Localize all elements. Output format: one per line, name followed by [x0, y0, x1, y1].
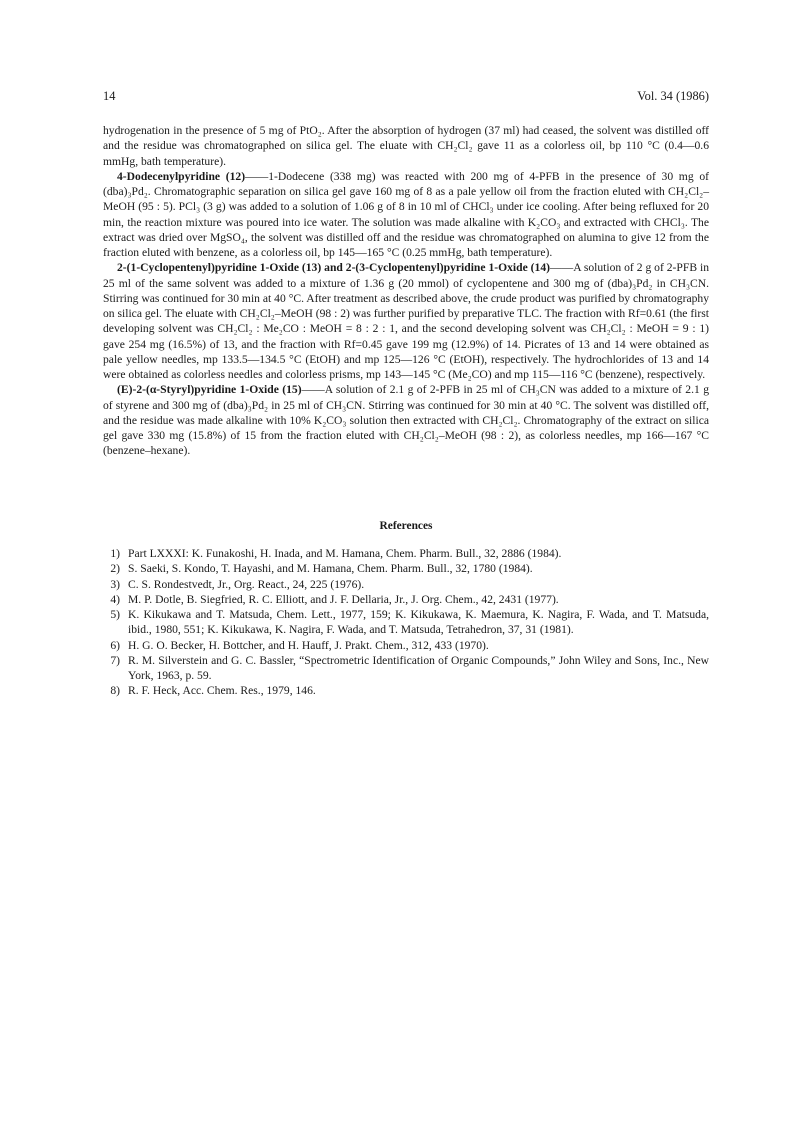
reference-number: 8)	[110, 684, 120, 698]
paragraph-text: ——A solution of 2.1 g of 2-PFB in 25 ml of CH₃CN was added to a mixture of 2.1 g of styrene and 300 mg of (dba)₃Pd₂ in 25 ml of CH₃CN. Stirring was continued for 30 min at 40 °C. The solvent was distilled off, and the residue was made alkaline with 10% K₂CO₃ solution then extracted with CH₂Cl₂. Chromatography of the extract on silica gel gave 330 mg (15.8%) of 15 from the fraction eluted with CH₂Cl₂–MeOH (98 : 2), as colorless needles, mp 166—167 °C (benzene–hexane).	[103, 383, 709, 458]
reference-item	[103, 653, 709, 684]
compound-heading: 4-Dodecenylpyridine (12)	[117, 169, 246, 183]
reference-text: S. Saeki, S. Kondo, T. Hayashi, and M. Hamana, Chem. Pharm. Bull., 32, 1780 (1984).	[128, 562, 533, 576]
reference-text: C. S. Rondestvedt, Jr., Org. React., 24, 225 (1976).	[128, 577, 365, 591]
paragraph-dodecenylpyridine	[103, 169, 709, 261]
reference-number: 1)	[110, 547, 120, 560]
reference-text: R. F. Heck, Acc. Chem. Res., 1979, 146.	[128, 684, 316, 698]
paragraph-cyclopentenylpyridine	[103, 260, 709, 382]
reference-item	[103, 546, 709, 561]
volume-label: Vol. 34 (1986)	[637, 89, 709, 103]
reference-item	[103, 577, 709, 592]
reference-item	[103, 607, 709, 638]
reference-text: M. P. Dotle, B. Siegfried, R. C. Elliott, and J. F. Dellaria, Jr., J. Org. Chem., 42, 2431 (1977).	[128, 592, 559, 606]
paragraph-styrylpyridine	[103, 382, 709, 458]
paragraph-text: ——A solution of 2 g of 2-PFB in 25 ml of the same solvent was added to a mixture of 1.36 g (20 mmol) of cyclopentene and 300 mg of (dba)₃Pd₂ in CH₃CN. Stirring was continued for 30 min at 40 °C. After treatment as described above, the crude product was purified by chromatography on silica gel. The eluate with CH₂Cl₂–MeOH (98 : 2) was further purified by preparative TLC. The fraction with Rf=0.61 (the first developing solvent was CH₂Cl₂ : Me₂CO : MeOH = 8 : 2 : 1, and the second developing solvent was CH₂Cl₂ : MeOH = 9 : 1) gave 254 mg (16.5%) of 13, and the fraction with Rf=0.45 gave 199 mg (12.9%) of 14. Picrates of 13 and 14 were obtained as pale yellow needles, mp 133.5—134.5 °C (EtOH) and mp 125—126 °C (EtOH), respectively. The hydrochlorides of 13 and 14 were obtained as colorless needles and colorless prisms, mp 143—145 °C (Me₂CO) and mp 115—116 °C (benzene), respectively.	[103, 261, 709, 381]
compound-heading: (E)-2-(α-Styryl)pyridine 1-Oxide (15)	[117, 383, 302, 397]
reference-item	[103, 638, 709, 653]
reference-text: K. Kikukawa and T. Matsuda, Chem. Lett., 1977, 159; K. Kikukawa, K. Maemura, K. Nagira, F. Wada, and T. Matsuda, ibid., 1980, 551; K. Kikukawa, K. Nagira, F. Wada, and T. Matsuda, Tetrahedron, 37, 31 (1981).	[128, 608, 709, 637]
reference-item	[103, 561, 709, 576]
reference-item	[103, 683, 709, 698]
references-heading: References	[379, 520, 433, 532]
reference-number: 2)	[110, 562, 120, 576]
page-header	[103, 88, 709, 104]
reference-number: 4)	[110, 592, 120, 606]
body-text	[103, 123, 709, 459]
reference-item	[103, 592, 709, 607]
paragraph-text: ——1-Dodecene (338 mg) was reacted with 200 mg of 4-PFB in the presence of 30 mg of (dba)₃Pd₂. Chromatographic separation on silica gel gave 160 mg of 8 as a pale yellow oil from the fraction eluted with CH₂Cl₂–MeOH (95 : 5). PCl₃ (3 g) was added to a solution of 1.06 g of 8 in 10 ml of CHCl₃ under ice cooling. After being refluxed for 20 min, the reaction mixture was poured into ice water. The solution was made alkaline with K₂CO₃ and extracted with CHCl₃. The extract was dried over MgSO₄, the solvent was distilled off and the residue was chromatographed on alumina to give 12 from the fraction eluted with benzene, as a colorless oil, bp 145—165 °C (0.25 mmHg, bath temperature).	[103, 169, 709, 259]
reference-number: 6)	[110, 638, 120, 652]
reference-number: 7)	[110, 653, 120, 667]
page-number: 14	[103, 89, 116, 103]
reference-text: Part LXXXI: K. Funakoshi, H. Inada, and M. Hamana, Chem. Pharm. Bull., 32, 2886 (1984).	[128, 547, 562, 560]
reference-number: 3)	[110, 577, 120, 591]
references-list	[103, 546, 709, 699]
paragraph-hydrogenation: hydrogenation in the presence of 5 mg of PtO₂. After the absorption of hydrogen (37 ml) had ceased, the solvent was distilled off and the residue was chromatographed on silica gel. The eluate with CH₂Cl₂ gave 11 as a colorless oil, bp 110 °C (0.4—0.6 mmHg, bath temperature).	[103, 124, 709, 168]
reference-text: R. M. Silverstein and G. C. Bassler, “Spectrometric Identification of Organic Compounds,” John Wiley and Sons, Inc., New York, 1963, p. 59.	[128, 653, 709, 682]
compound-heading: 2-(1-Cyclopentenyl)pyridine 1-Oxide (13) and 2-(3-Cyclopentenyl)pyridine 1-Oxide (14)	[117, 261, 550, 275]
reference-number: 5)	[110, 608, 120, 621]
reference-text: H. G. O. Becker, H. Bottcher, and H. Hauff, J. Prakt. Chem., 312, 433 (1970).	[128, 638, 489, 652]
